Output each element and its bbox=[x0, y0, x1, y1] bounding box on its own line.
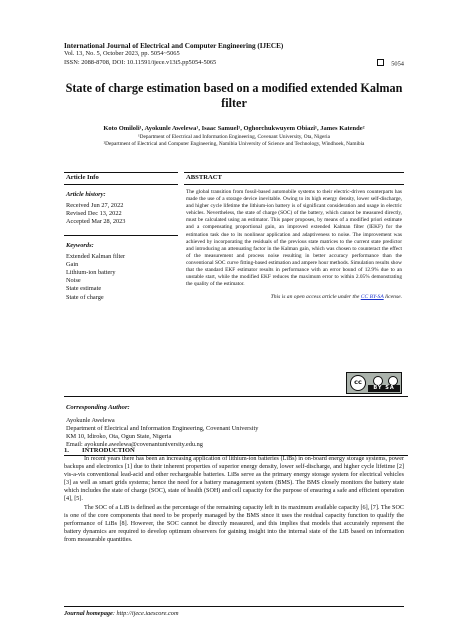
page-number-block bbox=[377, 59, 404, 69]
corresponding-email: Email: ayokunle.awelewa@covenantuniversity.edu.ng bbox=[66, 441, 203, 449]
abstract-text: The global transition from fossil-based automobile systems to their electric-driven counterparts has made the use of a storage device inevitable. Owing to its high energy density, lower self-discharge, and higher cycle lifetime the lithium-ion battery is of significant consideration and usage in electric vehicles. Nevertheless, the state of charge (SOC) of the battery, which cannot be measured directly, must be calculated using an estimator. This paper proposes, by means of a modified priori estimate and a compensating proportional gain, an improved extended Kalman filter (IEKF) for the estimation task due to its nonlinear application and adaptiveness to noise. The improvement was achieved by incorporating the residuals of the previous state matrices to the current state predictor and introducing an attenuating factor in the Kalman gain, which was chosen to counteract the effect of the measurement and process noise resulting in better accuracy performance than the conventional SOC curve fitting-based estimation and ampere hour methods. Simulation results show that the standard EKF estimator results in performance with an error bound of 12.9% due to an unstable start, while the modified EKF reduces the maximum error to within 2.05% demonstrating the quality of the estimator. bbox=[186, 189, 402, 288]
square-icon bbox=[377, 59, 384, 66]
article-info-heading: Article Info bbox=[64, 172, 178, 185]
info-divider bbox=[64, 235, 178, 236]
affiliation-1: ¹Department of Electrical and Information Engineering, Covenant University, Ota, Nigeria bbox=[138, 134, 330, 140]
journal-header bbox=[64, 42, 404, 67]
article-history-heading: Article history: bbox=[66, 191, 106, 198]
introduction-section bbox=[64, 447, 404, 544]
footer-label: Journal homepage bbox=[64, 610, 113, 617]
journal-volume: Vol. 13, No. 5, October 2023, pp. 5054~5065 bbox=[64, 50, 180, 58]
introduction-heading bbox=[64, 447, 404, 455]
paper-title: State of charge estimation based on a modified extended Kalman filter bbox=[65, 81, 403, 110]
abstract-column bbox=[184, 172, 404, 391]
keyword-item: Lithium-ion battery bbox=[66, 269, 116, 277]
intro-paragraph-2: The SOC of a LiB is defined as the percentage of the remaining capacity left in its maximum available capacity [6], [7]. The SOC is one of the core components that need to be properly managed by the BMS since it uses the residual capacity function to qualify the performance of LiBs [8]. However, the SOC cannot be directly measured, and this implies that models that accurately represent the battery dynamics are required to develop optimum observers for gaining insight into the internal state of the LiB based on information from measurable quantities. bbox=[64, 504, 404, 543]
page-number: 5054 bbox=[391, 60, 404, 68]
keyword-list bbox=[64, 253, 178, 302]
corresponding-name: Ayokunle Awelewa bbox=[66, 417, 115, 424]
journal-footer bbox=[64, 606, 404, 617]
affiliations bbox=[64, 134, 404, 147]
history-revised: Revised Dec 13, 2022 bbox=[66, 210, 122, 218]
history-received: Received Jun 27, 2022 bbox=[66, 202, 124, 209]
corresponding-department: Department of Electrical and Information Engineering, Covenant University bbox=[66, 425, 259, 433]
license-text: This is an open access article under the bbox=[270, 294, 361, 301]
journal-title: International Journal of Electrical and Computer Engineering (IJECE) bbox=[64, 42, 284, 50]
section-number: 1. bbox=[64, 447, 69, 454]
corresponding-address: KM 10, Idiroko, Ota, Ogun State, Nigeria bbox=[66, 433, 172, 441]
cc-icon: cc bbox=[350, 375, 366, 391]
author-list: Koto Omiloli¹, Ayokunle Awelewa¹, Isaac Samuel¹, Oghorchukwuyem Obiazi¹, James Katende² bbox=[103, 125, 365, 132]
keyword-item: State estimate bbox=[66, 285, 102, 293]
article-info-column bbox=[64, 172, 178, 302]
cc-license-badge[interactable] bbox=[346, 372, 402, 394]
keyword-item: Noise bbox=[66, 277, 81, 285]
license-line bbox=[184, 294, 404, 300]
affiliation-2: ²Department of Electrical and Computer Engineering, Namibia University of Science and Technology, Windhoek, Namibia bbox=[103, 140, 365, 147]
keyword-item: Gain bbox=[66, 260, 79, 268]
license-end: license. bbox=[383, 294, 402, 301]
keyword-item: State of charge bbox=[66, 293, 104, 301]
section-title: INTRODUCTION bbox=[82, 447, 135, 454]
person-icon bbox=[373, 376, 383, 386]
intro-paragraph-1: In recent years there has been an increasing application of lithium-ion batteries (LiBs) in on-board energy storage systems, power backups and electronics [1] due to their inherent properties of superior energy density, lower self-discharge, and higher cycle lifetime [2] vis-a-vis conventional lead-acid and other rechargeable batteries. LiBs serve as the primary energy storage system for electrical vehicles [3] as well as smart grids systems; hence the need for a battery management system (BMS). The BMS closely monitors the battery state which includes the state of charge (SOC), state of health (SOH) and cell capacity for the purpose of ensuring a safe and efficient operation [4], [5]. bbox=[64, 456, 404, 503]
license-link[interactable]: CC BY-SA bbox=[360, 294, 384, 301]
history-accepted: Accepted Mar 28, 2023 bbox=[66, 218, 126, 226]
keyword-item: Extended Kalman filter bbox=[66, 252, 126, 260]
cc-badge-label: BY SA bbox=[368, 385, 400, 392]
keywords-heading: Keywords: bbox=[66, 241, 94, 249]
abstract-heading: ABSTRACT bbox=[184, 172, 404, 185]
journal-issn-row bbox=[64, 59, 404, 67]
share-alike-icon bbox=[388, 376, 398, 386]
footer-url[interactable]: : http://ijece.iaescore.com bbox=[112, 610, 179, 617]
journal-issn: ISSN: 2088-8708, DOI: 10.11591/ijece.v13i5.pp5054-5065 bbox=[64, 58, 217, 66]
corresponding-heading: Corresponding Author: bbox=[66, 404, 130, 411]
article-history bbox=[64, 202, 178, 227]
